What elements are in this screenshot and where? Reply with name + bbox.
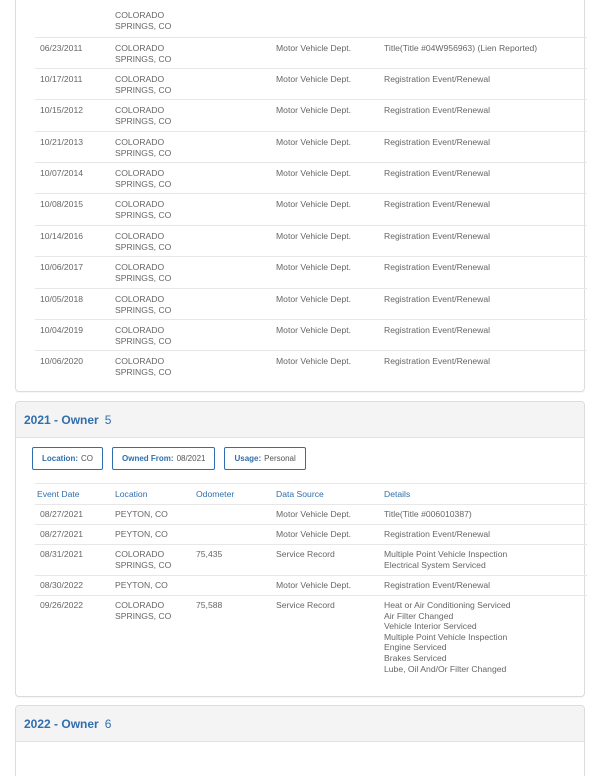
owner-card-6	[15, 705, 585, 776]
data-source-cell: Motor Vehicle Dept.	[276, 356, 351, 367]
pill-value: Personal	[264, 454, 296, 463]
detail-line: Multiple Point Vehicle Inspection	[384, 631, 508, 642]
odometer-cell	[196, 576, 276, 596]
detail-line: Heat or Air Conditioning Serviced	[384, 600, 511, 610]
location-pill	[32, 447, 103, 470]
detail-line: Air Filter Changed	[384, 610, 454, 621]
data-source-cell: Motor Vehicle Dept.	[276, 320, 384, 351]
event-date-cell: 08/27/2021	[35, 525, 115, 545]
table-row	[35, 100, 587, 131]
location-line: COLORADO	[115, 10, 165, 20]
location-line: COLORADO	[115, 73, 165, 84]
location-cell	[115, 257, 196, 288]
location-line: SPRINGS, CO	[115, 116, 172, 127]
location-line: SPRINGS, CO	[115, 336, 172, 347]
event-date-cell: 10/06/2020	[40, 356, 84, 367]
details-cell	[384, 68, 587, 99]
owned-from-pill	[112, 447, 215, 470]
location-cell	[115, 100, 196, 131]
details-cell	[384, 131, 587, 162]
detail-line: Registration Event/Renewal	[384, 529, 491, 539]
column-header-location: Location	[115, 484, 196, 505]
location-line: SPRINGS, CO	[115, 210, 172, 221]
location-line: COLORADO	[115, 356, 165, 367]
table-row	[35, 525, 587, 545]
data-source-cell	[276, 0, 384, 37]
data-source-cell: Motor Vehicle Dept.	[276, 68, 384, 99]
odometer-cell	[196, 505, 276, 525]
location-line: PEYTON, CO	[115, 529, 168, 539]
detail-line: Registration Event/Renewal	[384, 356, 491, 367]
event-date-cell: 06/23/2011	[35, 37, 115, 68]
data-source-cell: Service Record	[276, 600, 335, 610]
event-date-cell: 10/14/2016	[35, 225, 115, 256]
detail-line: Registration Event/Renewal	[384, 136, 491, 147]
location-line: COLORADO	[115, 600, 165, 610]
location-cell	[115, 288, 196, 319]
location-line: SPRINGS, CO	[115, 304, 172, 315]
data-source-cell: Motor Vehicle Dept.	[276, 505, 384, 525]
odometer-cell	[196, 163, 276, 194]
event-date-cell: 10/04/2019	[35, 320, 115, 351]
odometer-cell: 75,435	[196, 545, 276, 576]
detail-line: Title(Title #006010387)	[384, 509, 472, 519]
location-line: COLORADO	[115, 549, 165, 559]
column-header-event-date: Event Date	[35, 484, 115, 505]
event-date-cell: 10/07/2014	[35, 163, 115, 194]
owner-summary-pills	[16, 438, 584, 476]
event-date-cell: 10/21/2013	[35, 131, 115, 162]
location-line: SPRINGS, CO	[115, 21, 172, 31]
column-header-data-source: Data Source	[276, 484, 384, 505]
location-cell	[115, 505, 196, 525]
data-source-cell: Motor Vehicle Dept.	[276, 525, 384, 545]
detail-line: Registration Event/Renewal	[384, 325, 491, 336]
detail-line: Registration Event/Renewal	[384, 168, 491, 179]
location-line: SPRINGS, CO	[115, 147, 172, 158]
detail-line: Engine Serviced	[384, 642, 447, 653]
table-header-row	[35, 484, 587, 505]
pill-value: CO	[81, 454, 93, 463]
event-date-cell: 09/26/2022	[40, 600, 84, 610]
detail-line: Lube, Oil And/Or Filter Changed	[384, 663, 507, 674]
owner-history-card-previous	[15, 0, 585, 392]
table-row	[35, 194, 587, 225]
location-cell	[115, 596, 196, 679]
location-cell	[115, 131, 196, 162]
location-cell	[115, 194, 196, 225]
odometer-cell	[196, 351, 276, 382]
odometer-cell	[196, 525, 276, 545]
detail-line: Registration Event/Renewal	[384, 230, 491, 241]
pill-value: 08/2021	[176, 454, 206, 463]
location-line: COLORADO	[115, 230, 165, 241]
details-cell	[384, 194, 587, 225]
owner-title: 2022 - Owner	[24, 716, 99, 731]
location-line: SPRINGS, CO	[115, 367, 172, 378]
detail-line: Registration Event/Renewal	[384, 73, 491, 84]
event-date-cell: 10/06/2017	[35, 257, 115, 288]
detail-line: Registration Event/Renewal	[384, 262, 491, 273]
table-row	[35, 257, 587, 288]
details-cell	[384, 163, 587, 194]
location-line: COLORADO	[115, 168, 165, 179]
details-cell	[384, 288, 587, 319]
details-cell	[384, 257, 587, 288]
detail-line: Registration Event/Renewal	[384, 199, 491, 210]
location-line: SPRINGS, CO	[115, 84, 172, 95]
location-cell	[115, 525, 196, 545]
column-header-details: Details	[384, 484, 587, 505]
data-source-cell: Motor Vehicle Dept.	[276, 100, 384, 131]
owner-title: 2021 - Owner	[24, 412, 99, 427]
location-line: COLORADO	[115, 325, 165, 336]
table-row	[35, 288, 587, 319]
usage-pill	[224, 447, 305, 470]
location-cell	[115, 320, 196, 351]
odometer-cell	[196, 68, 276, 99]
location-cell	[115, 351, 196, 382]
event-date-cell	[35, 0, 115, 37]
table-row	[35, 163, 587, 194]
table-row	[35, 225, 587, 256]
location-line: SPRINGS, CO	[115, 241, 172, 252]
odometer-cell	[196, 288, 276, 319]
detail-line: Vehicle Interior Serviced	[384, 621, 477, 632]
odometer-cell	[196, 100, 276, 131]
table-row	[35, 596, 587, 679]
table-row	[35, 0, 587, 37]
location-line: COLORADO	[115, 42, 165, 53]
event-date-cell: 08/27/2021	[35, 505, 115, 525]
owner-card-5	[15, 401, 585, 697]
detail-line: Registration Event/Renewal	[384, 293, 491, 304]
table-row	[35, 68, 587, 99]
location-cell	[115, 163, 196, 194]
location-line: COLORADO	[115, 105, 165, 116]
pill-label: Location:	[42, 454, 78, 463]
detail-line: Brakes Serviced	[384, 652, 447, 663]
odometer-cell	[196, 0, 276, 37]
details-cell	[384, 225, 587, 256]
data-source-cell: Motor Vehicle Dept.	[276, 163, 384, 194]
data-source-cell: Motor Vehicle Dept.	[276, 576, 384, 596]
location-line: PEYTON, CO	[115, 509, 168, 519]
detail-line: Electrical System Serviced	[384, 559, 486, 570]
location-cell	[115, 37, 196, 68]
table-row	[35, 545, 587, 576]
location-line: SPRINGS, CO	[115, 611, 172, 621]
odometer-cell	[196, 131, 276, 162]
location-cell	[115, 545, 196, 576]
odometer-cell	[196, 320, 276, 351]
data-source-cell: Service Record	[276, 545, 384, 576]
detail-line: Title(Title #04W956963) (Lien Reported)	[384, 42, 538, 53]
table-row	[35, 351, 587, 382]
table-row	[35, 505, 587, 525]
history-table-previous	[35, 0, 587, 382]
details-cell	[384, 100, 587, 131]
location-line: SPRINGS, CO	[115, 273, 172, 284]
event-date-cell: 08/31/2021	[35, 545, 115, 576]
data-source-cell: Motor Vehicle Dept.	[276, 225, 384, 256]
odometer-cell	[196, 194, 276, 225]
location-line: COLORADO	[115, 199, 165, 210]
odometer-cell	[196, 37, 276, 68]
data-source-cell: Motor Vehicle Dept.	[276, 257, 384, 288]
details-cell	[384, 0, 587, 37]
data-source-cell: Motor Vehicle Dept.	[276, 194, 384, 225]
details-cell	[384, 505, 587, 525]
event-date-cell: 10/05/2018	[35, 288, 115, 319]
location-line: COLORADO	[115, 293, 165, 304]
location-line: SPRINGS, CO	[115, 179, 172, 190]
data-source-cell: Motor Vehicle Dept.	[276, 288, 384, 319]
pill-label: Owned From:	[122, 454, 174, 463]
history-table-owner-5	[35, 483, 587, 678]
location-line: PEYTON, CO	[115, 580, 168, 590]
location-line: COLORADO	[115, 262, 165, 273]
event-date-cell: 10/08/2015	[35, 194, 115, 225]
odometer-cell	[196, 257, 276, 288]
odometer-cell	[196, 225, 276, 256]
table-row	[35, 576, 587, 596]
details-cell	[384, 320, 587, 351]
detail-line: Multiple Point Vehicle Inspection	[384, 549, 508, 559]
location-cell	[115, 0, 196, 37]
event-date-cell: 10/15/2012	[35, 100, 115, 131]
detail-line: Registration Event/Renewal	[384, 105, 491, 116]
detail-line: Registration Event/Renewal	[384, 580, 491, 590]
location-cell	[115, 68, 196, 99]
details-cell	[384, 576, 587, 596]
table-row	[35, 131, 587, 162]
details-cell	[384, 596, 587, 679]
location-cell	[115, 576, 196, 596]
owner-number: 5	[104, 412, 112, 427]
location-line: SPRINGS, CO	[115, 53, 172, 64]
owner-number: 6	[104, 716, 112, 731]
owner-header-6[interactable]	[16, 706, 584, 742]
details-cell	[384, 525, 587, 545]
table-row	[35, 320, 587, 351]
location-cell	[115, 225, 196, 256]
details-cell	[384, 37, 587, 68]
event-date-cell: 10/17/2011	[35, 68, 115, 99]
table-row	[35, 37, 587, 68]
odometer-cell: 75,588	[196, 600, 223, 610]
column-header-odometer: Odometer	[196, 484, 276, 505]
location-line: COLORADO	[115, 136, 165, 147]
location-line: SPRINGS, CO	[115, 560, 172, 570]
owner-header-5[interactable]	[16, 402, 584, 438]
data-source-cell: Motor Vehicle Dept.	[276, 37, 384, 68]
details-cell	[384, 351, 587, 382]
details-cell	[384, 545, 587, 576]
pill-label: Usage:	[234, 454, 262, 463]
data-source-cell: Motor Vehicle Dept.	[276, 131, 384, 162]
event-date-cell: 08/30/2022	[35, 576, 115, 596]
